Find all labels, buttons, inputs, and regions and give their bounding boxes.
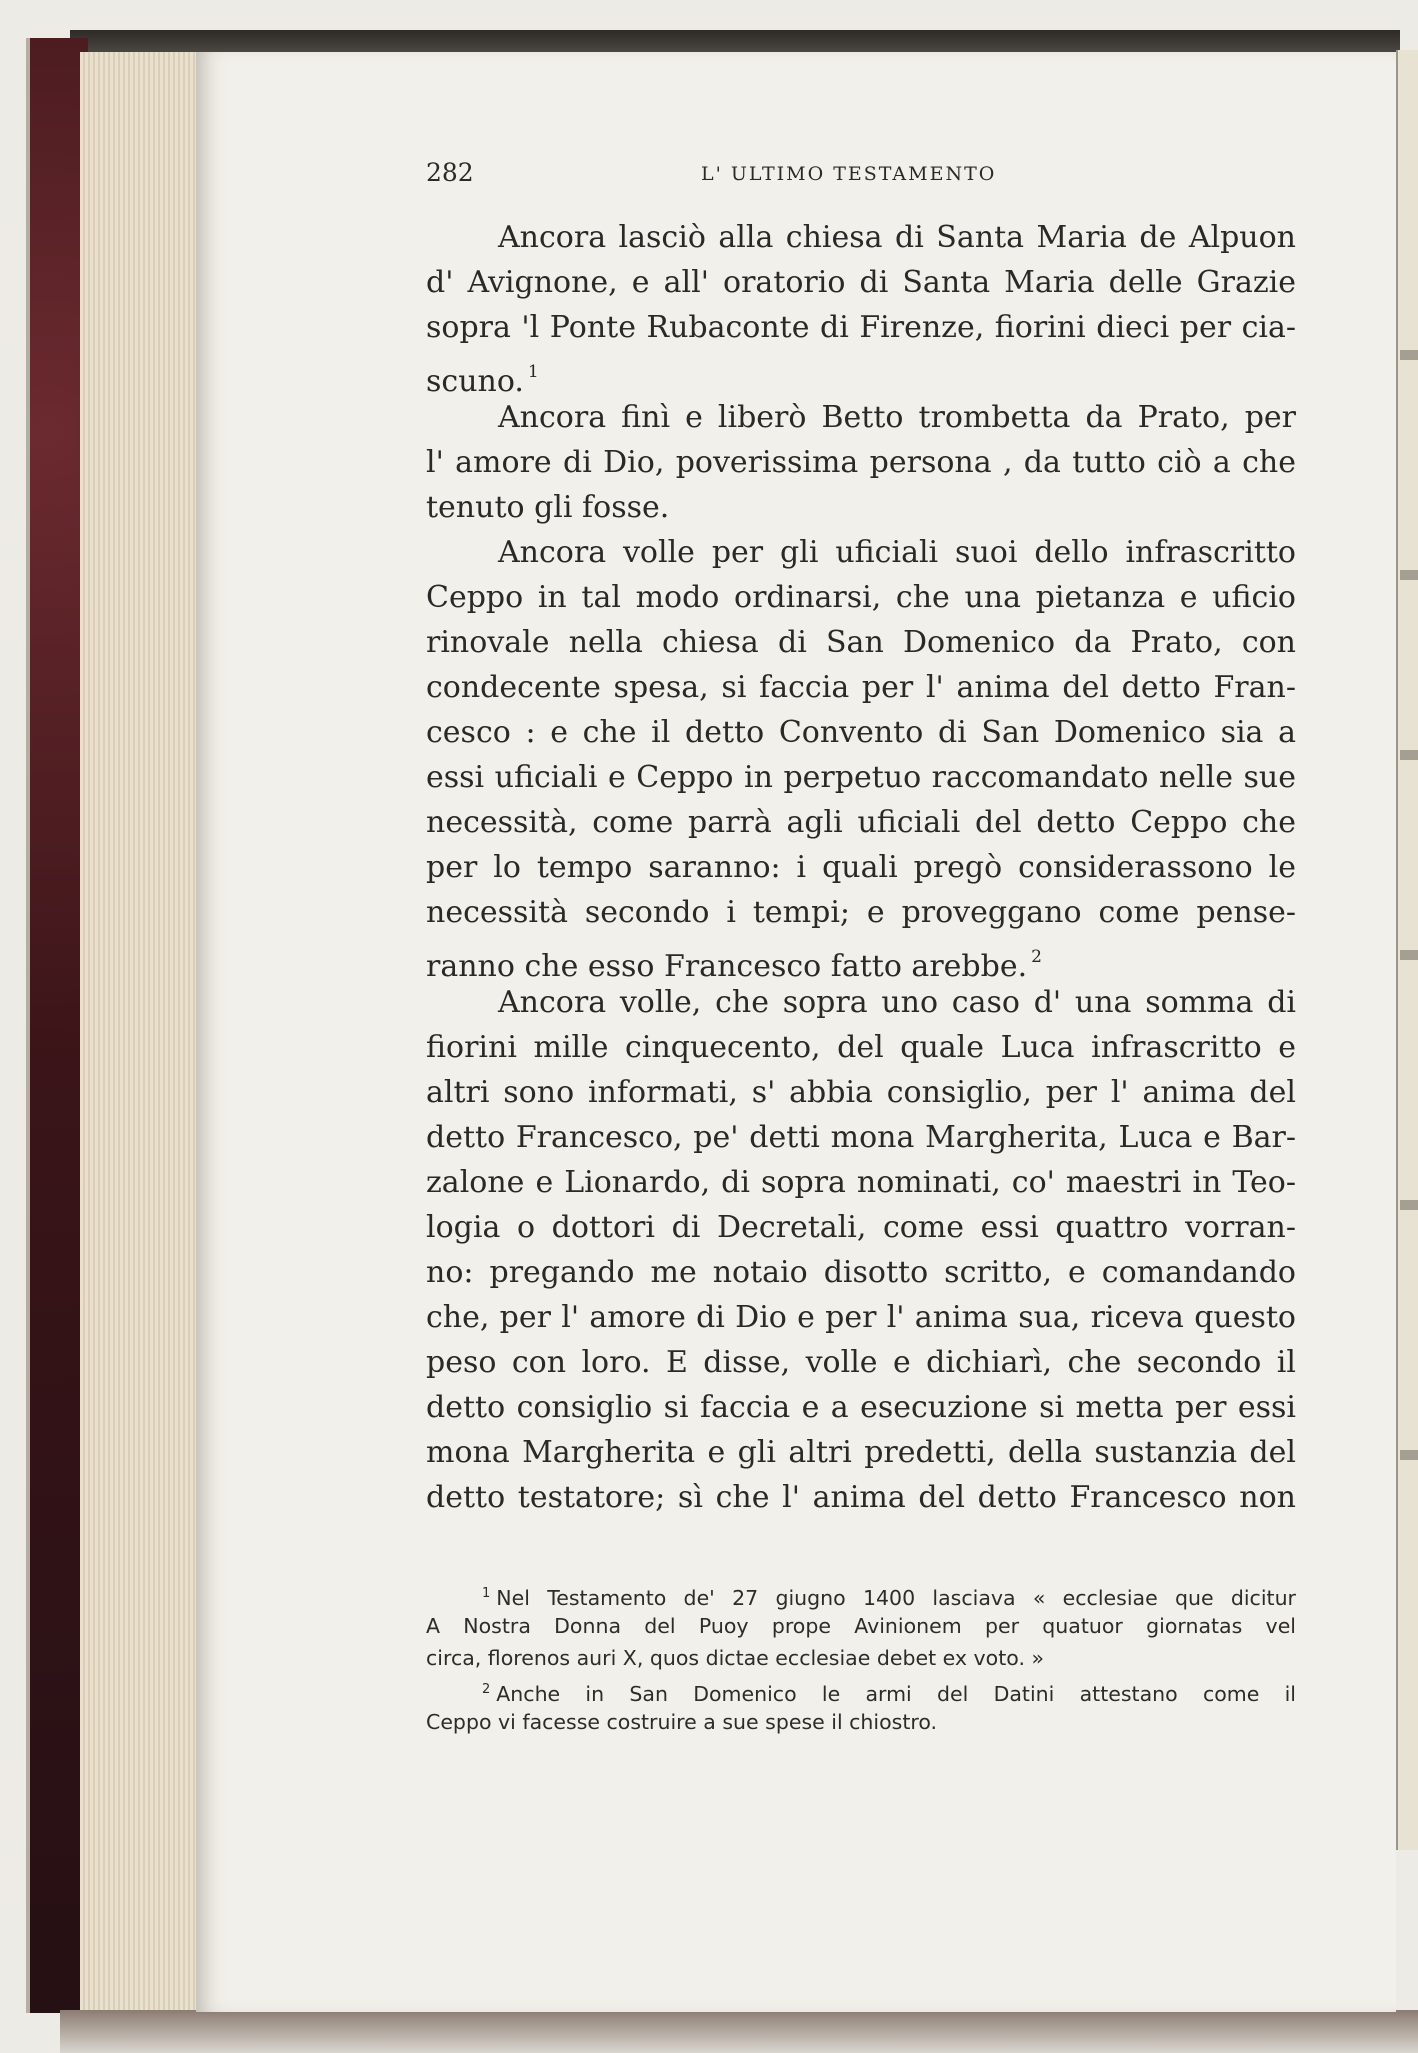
page-number: 282 xyxy=(426,158,474,187)
text-line: zalone e Lionardo, di sopra nominati, co' maestri in Teo- xyxy=(426,1165,1296,1200)
text-line: Ancora volle per gli uficiali suoi dello infrascritto xyxy=(498,535,1296,570)
text-line: d' Avignone, e all' oratorio di Santa Maria delle Grazie xyxy=(426,265,1296,300)
paragraph xyxy=(426,395,1296,530)
running-title: L' ULTIMO TESTAMENTO xyxy=(701,163,997,185)
text-line: necessità secondo i tempi; e proveggano come pense- xyxy=(426,895,1296,930)
facing-page-edge xyxy=(1396,50,1418,1850)
paragraph xyxy=(426,530,1296,984)
footnote-reference: 2 xyxy=(1031,947,1042,967)
footnote-line: A Nostra Donna del Puoy prope Avinionem per quatuor giornatas vel xyxy=(426,1614,1296,1638)
text-line: detto testatore; sì che l' anima del detto Francesco non xyxy=(426,1480,1296,1515)
text-line: mona Margherita e gli altri predetti, della sustanzia del xyxy=(426,1435,1296,1470)
text-line: detto Francesco, pe' detti mona Margherita, Luca e Bar- xyxy=(426,1120,1296,1155)
text-line: Ceppo in tal modo ordinarsi, che una pietanza e uficio xyxy=(426,580,1296,615)
text-line: logia o dottori di Decretali, come essi quattro vorran- xyxy=(426,1210,1296,1245)
footnote xyxy=(426,1674,1296,1738)
text-line: scuno. $^1$ xyxy=(426,362,539,399)
footnote-reference: 1 xyxy=(527,362,539,382)
text-line: sopra 'l Ponte Rubaconte di Firenze, fiorini dieci per cia- xyxy=(426,310,1296,345)
footnote-line: $^2$ Anche in San Domenico le armi del Datini attestano come il xyxy=(482,1682,1296,1706)
footnote-mark: 1 xyxy=(482,1586,491,1601)
paragraph xyxy=(426,215,1296,399)
book-cover-marbled-edge xyxy=(26,38,88,2013)
footnote-line: $^1$ Nel Testamento de' 27 giugno 1400 lasciava « ecclesiae que dicitur xyxy=(482,1586,1296,1610)
text-line: necessità, come parrà agli uficiali del detto Ceppo che xyxy=(426,805,1296,840)
text-line: Ancora finì e liberò Betto trombetta da Prato, per xyxy=(498,400,1296,435)
text-line: essi uficiali e Ceppo in perpetuo raccomandato nelle sue xyxy=(426,760,1296,795)
footnote xyxy=(426,1578,1296,1674)
text-line: altri sono informati, s' abbia consiglio, per l' anima del xyxy=(426,1075,1296,1110)
text-line: per lo tempo saranno: i quali pregò considerassono le xyxy=(426,850,1296,885)
text-line: Ancora lasciò alla chiesa di Santa Maria de Alpuon xyxy=(498,220,1296,255)
text-line: detto consiglio si faccia e a esecuzione si metta per essi xyxy=(426,1390,1296,1425)
text-line: tenuto gli fosse. xyxy=(426,490,670,525)
text-line: l' amore di Dio, poverissima persona , da tutto ciò a che xyxy=(426,445,1296,480)
text-line: Ancora volle, che sopra uno caso d' una somma di xyxy=(498,985,1296,1020)
page-stack-edge xyxy=(80,52,201,2012)
text-line: cesco : e che il detto Convento di San Domenico sia a xyxy=(426,715,1296,750)
paragraph xyxy=(426,980,1296,1520)
footnotes xyxy=(426,1578,1296,1738)
text-line: che, per l' amore di Dio e per l' anima sua, riceva questo xyxy=(426,1300,1296,1335)
running-head xyxy=(426,158,1296,198)
text-line: ranno che esso Francesco fatto arebbe. $^2$ xyxy=(426,947,1042,984)
footnote-line: circa, florenos auri X, quos dictae ecclesiae debet ex voto. » xyxy=(426,1646,1045,1670)
footnote-line: Ceppo vi facesse costruire a sue spese il chiostro. xyxy=(426,1710,938,1734)
book-bottom-edge xyxy=(60,2010,1418,2053)
footnote-mark: 2 xyxy=(482,1682,491,1697)
text-line: condecente spesa, si faccia per l' anima del detto Fran- xyxy=(426,670,1296,705)
text-line: fiorini mille cinquecento, del quale Luca infrascritto e xyxy=(426,1030,1296,1065)
text-line: no: pregando me notaio disotto scritto, e comandando xyxy=(426,1255,1296,1290)
main-text xyxy=(426,215,1296,1520)
text-line: rinovale nella chiesa di San Domenico da Prato, con xyxy=(426,625,1296,660)
text-line: peso con loro. E disse, volle e dichiarì, che secondo il xyxy=(426,1345,1296,1380)
